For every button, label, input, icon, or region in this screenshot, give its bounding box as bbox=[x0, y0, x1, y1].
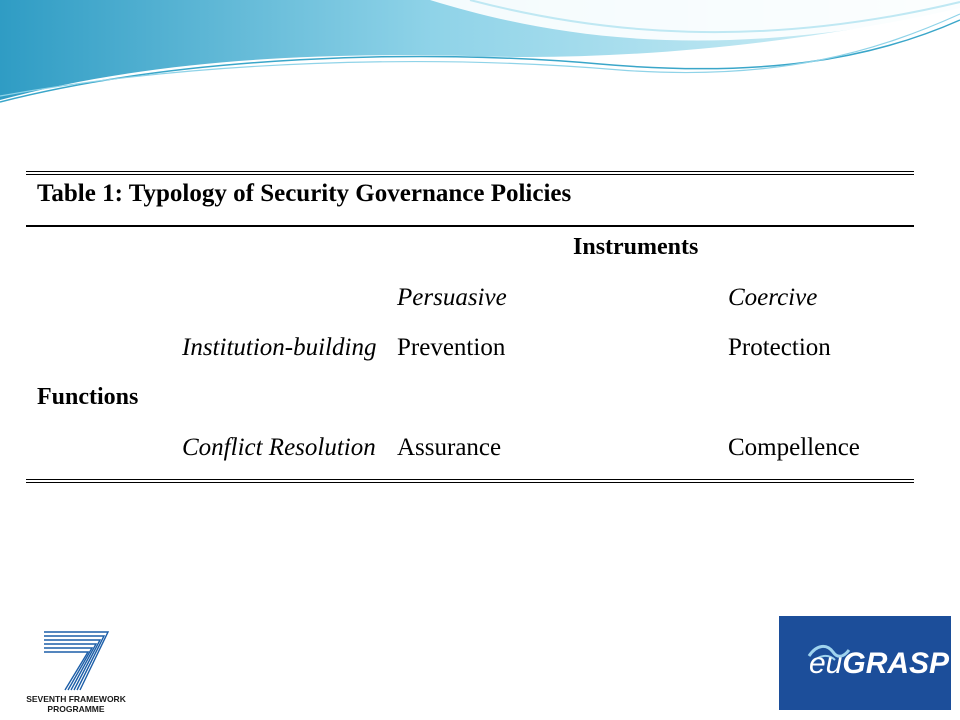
row-label-institution-building: Institution-building bbox=[182, 334, 377, 361]
eugrasp-prefix: eu bbox=[809, 647, 843, 680]
eugrasp-logo bbox=[779, 616, 951, 710]
column-group-header: Instruments bbox=[573, 234, 699, 260]
table-top-rule-1 bbox=[26, 171, 914, 172]
eugrasp-logo-text bbox=[809, 649, 949, 679]
table-title: Table 1: Typology of Security Governance Policies bbox=[37, 180, 572, 207]
cell-assurance: Assurance bbox=[397, 434, 502, 461]
table-top-rule-2 bbox=[26, 174, 914, 175]
table-bottom-rule-2 bbox=[26, 482, 914, 483]
eugrasp-name: GRASP bbox=[842, 647, 950, 680]
table-header-rule bbox=[26, 225, 914, 227]
header-wave-decoration bbox=[0, 0, 960, 110]
fp7-logo-line2: PROGRAMME bbox=[47, 704, 105, 714]
column-header-persuasive: Persuasive bbox=[397, 284, 507, 311]
table-bottom-rule-1 bbox=[26, 479, 914, 480]
cell-protection: Protection bbox=[728, 334, 831, 361]
cell-compellence: Compellence bbox=[728, 434, 860, 461]
row-group-header: Functions bbox=[37, 384, 139, 410]
fp7-logo-line1: SEVENTH FRAMEWORK bbox=[26, 694, 126, 704]
row-label-conflict-resolution: Conflict Resolution bbox=[182, 434, 376, 461]
fp7-logo bbox=[26, 628, 126, 714]
column-header-coercive: Coercive bbox=[728, 284, 818, 311]
cell-prevention: Prevention bbox=[397, 334, 506, 361]
